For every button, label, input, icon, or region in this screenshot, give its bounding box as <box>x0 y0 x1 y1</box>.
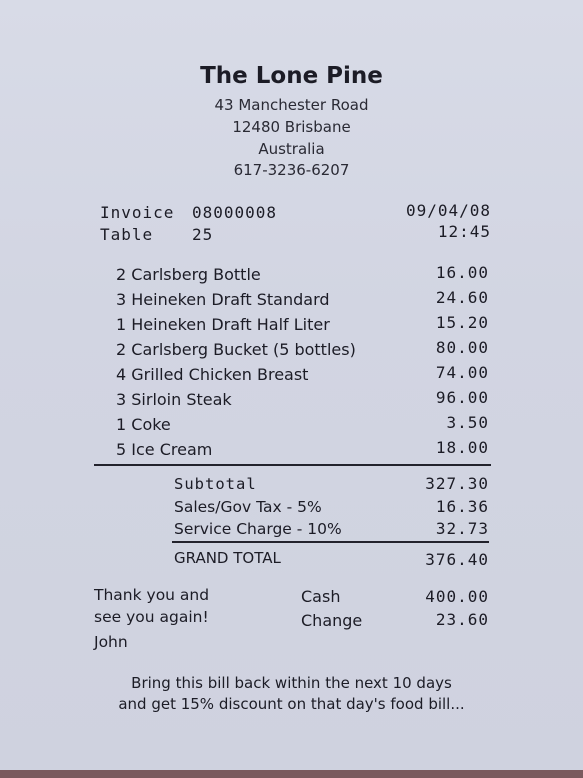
change-label: Change <box>301 611 363 630</box>
line-item-amount: 15.20 <box>435 313 489 332</box>
line-item-amount: 80.00 <box>435 338 489 357</box>
line-item-amount: 18.00 <box>435 438 489 457</box>
store-name: The Lone Pine <box>200 63 383 89</box>
cash-label: Cash <box>301 587 341 606</box>
table-label: Table <box>100 225 154 244</box>
promo-line-2: and get 15% discount on that day's food bill... <box>118 695 465 713</box>
grand-total-amount: 376.40 <box>425 550 489 569</box>
store-country: Australia <box>258 140 325 158</box>
invoice-number: 08000008 <box>192 203 278 222</box>
tax-label: Sales/Gov Tax - 5% <box>174 498 322 516</box>
receipt-date: 09/04/08 <box>405 201 491 220</box>
store-address-line-1: 43 Manchester Road <box>214 96 369 114</box>
cash-amount: 400.00 <box>425 587 489 606</box>
line-item-amount: 16.00 <box>435 263 489 282</box>
store-phone: 617-3236-6207 <box>233 161 350 179</box>
grand-total-label: GRAND TOTAL <box>174 549 281 567</box>
line-item-amount: 74.00 <box>435 363 489 382</box>
subtotal-amount: 327.30 <box>425 474 489 493</box>
line-item-desc: 5 Ice Cream <box>116 440 213 459</box>
totals-divider <box>172 541 489 543</box>
service-charge-amount: 32.73 <box>435 519 489 538</box>
line-item-desc: 4 Grilled Chicken Breast <box>116 365 309 384</box>
line-item-amount: 24.60 <box>435 288 489 307</box>
service-charge-label: Service Charge - 10% <box>174 520 342 538</box>
table-number: 25 <box>192 225 214 244</box>
line-item-desc: 2 Carlsberg Bucket (5 bottles) <box>116 340 356 359</box>
change-amount: 23.60 <box>435 610 489 629</box>
invoice-label: Invoice <box>100 203 175 222</box>
server-name: John <box>94 633 128 651</box>
items-divider <box>94 464 491 466</box>
tax-amount: 16.36 <box>435 497 489 516</box>
receipt-time: 12:45 <box>437 222 491 241</box>
thanks-line-2: see you again! <box>94 608 209 626</box>
line-item-desc: 1 Heineken Draft Half Liter <box>116 315 330 334</box>
line-item-desc: 3 Sirloin Steak <box>116 390 232 409</box>
promo-line-1: Bring this bill back within the next 10 days <box>131 674 452 692</box>
line-item-desc: 2 Carlsberg Bottle <box>116 265 261 284</box>
line-item-desc: 3 Heineken Draft Standard <box>116 290 330 309</box>
line-item-amount: 96.00 <box>435 388 489 407</box>
store-address-line-2: 12480 Brisbane <box>232 118 351 136</box>
line-item-desc: 1 Coke <box>116 415 171 434</box>
thanks-line-1: Thank you and <box>94 586 210 604</box>
line-item-amount: 3.50 <box>446 413 489 432</box>
subtotal-label: Subtotal <box>174 475 257 493</box>
